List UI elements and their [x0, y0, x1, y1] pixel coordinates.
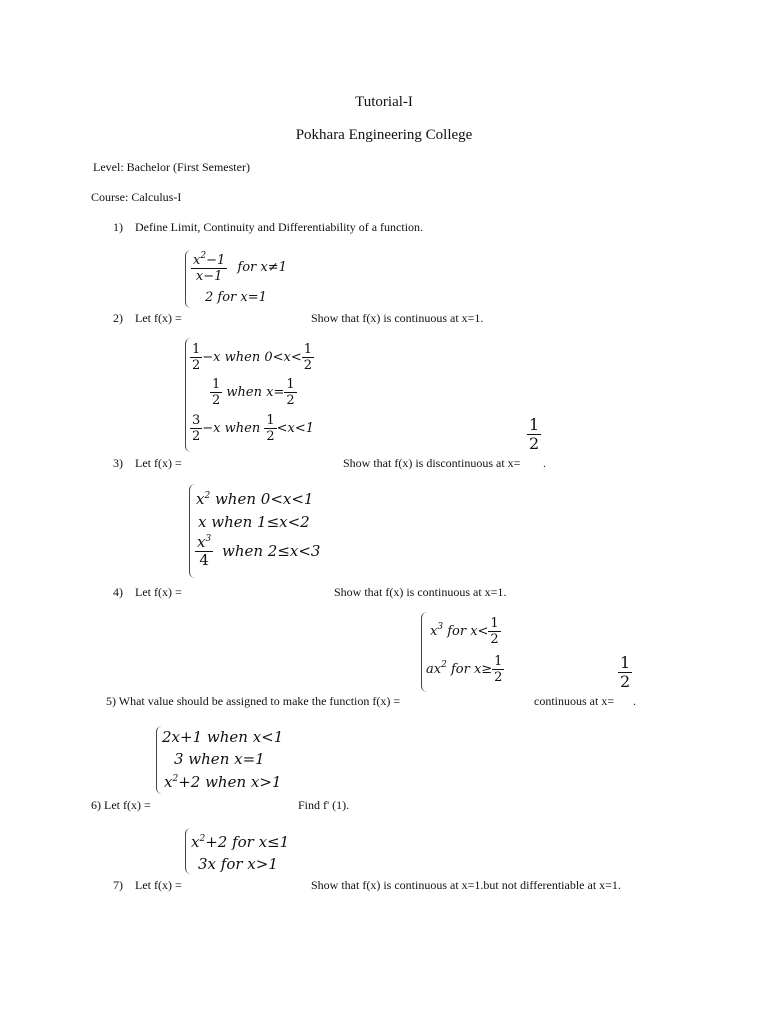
q3-point-fraction: 1 2 — [529, 415, 540, 454]
q3-number: 3) — [113, 456, 123, 470]
college-name: Pokhara Engineering College — [295, 127, 473, 143]
q4-row3: $\frac{x^3}{4}$ when 2≤x<3 — [197, 533, 321, 569]
q1-text: Define Limit, Continuity and Differentiability of a function. — [135, 220, 424, 234]
q6-row1: 2x+1 when x<1 — [162, 728, 284, 746]
q2-lead: Let f(x) = — [135, 311, 182, 325]
course-line: Course: Calculus-I — [91, 190, 182, 204]
q7-row2: 3x for x>1 — [198, 855, 278, 873]
q3-tail-end: . — [543, 456, 546, 470]
q3-row2: $\frac{1}{2}$ when x= $\frac{1}{2}$ — [212, 377, 295, 408]
q5-row1: $x^3$ for x< $\frac{1}{2}$ — [430, 616, 499, 647]
q3-row3: $\frac{3}{2}$ −x when $\frac{1}{2}$ <x<1 — [192, 413, 315, 444]
q6-row3: $x^2+2$ when x>1 — [164, 773, 282, 791]
q3-tail: Show that f(x) is discontinuous at x= — [343, 456, 521, 470]
q5-lead: 5) What value should be assigned to make the function f(x) = — [106, 694, 401, 708]
q4-row1: $x^2$ when 0<x<1 — [196, 490, 314, 508]
q4-lead: Let f(x) = — [135, 585, 182, 599]
q7-tail: Show that f(x) is continuous at x=1.but not differentiable at x=1. — [311, 878, 621, 892]
q6-row2: 3 when x=1 — [174, 750, 265, 768]
q2-row2: 2 for x=1 — [205, 290, 267, 305]
q5-tail: continuous at x= — [534, 694, 615, 708]
q3-lead: Let f(x) = — [135, 456, 182, 470]
q7-number: 7) — [113, 878, 123, 892]
q7-row1: $x^2+2$ for x≤1 — [191, 833, 290, 851]
q2-row1: $\frac{x^2-1}{x-1}$ for x≠1 — [193, 251, 287, 284]
q2-number: 2) — [113, 311, 123, 325]
q5-point-fraction: 1 2 — [620, 653, 631, 692]
q4-row2: x when 1≤x<2 — [198, 513, 310, 531]
q6-tail: Find f' (1). — [298, 798, 350, 812]
q5-row2: $ax^2$ for x≥ $\frac{1}{2}$ — [426, 654, 503, 685]
q7-lead: Let f(x) = — [135, 878, 182, 892]
q5-tail-end: . — [633, 694, 636, 708]
q4-number: 4) — [113, 585, 123, 599]
q1-number: 1) — [113, 220, 123, 234]
q6-lead: 6) Let f(x) = — [91, 798, 151, 812]
level-line: Level: Bachelor (First Semester) — [93, 160, 250, 174]
q4-tail: Show that f(x) is continuous at x=1. — [334, 585, 507, 599]
q3-row1: $\frac{1}{2}$ −x when 0<x< $\frac{1}{2}$ — [192, 342, 313, 373]
q2-tail: Show that f(x) is continuous at x=1. — [311, 311, 484, 325]
page-title: Tutorial-I — [355, 94, 413, 110]
